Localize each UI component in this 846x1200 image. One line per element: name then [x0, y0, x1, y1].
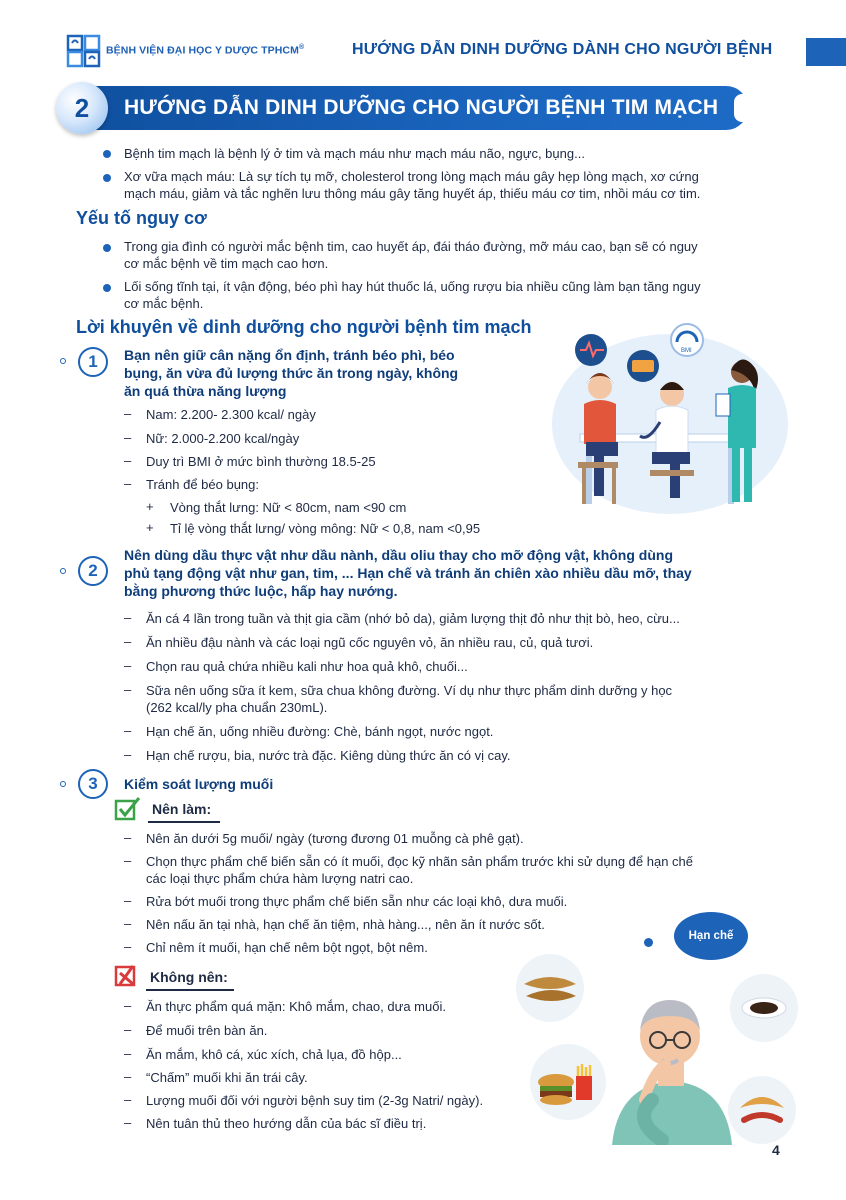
risk-line: Lối sống tĩnh tại, ít vận động, béo phì hay hút thuốc lá, uống rượu bia nhiều cũng làm bạn tăng nguy [124, 279, 701, 294]
do-item: Chọn thực phẩm chế biến sẵn có ít muối, đọc kỹ nhãn sản phẩm trước khi sử dụng để hạn chế [146, 854, 693, 869]
intro-line: mạch máu, giảm và tắc nghẽn lưu thông máu gây tăng huyết áp, thiếu máu cơ tim, nhồi máu cơ tim. [124, 186, 701, 201]
tip-item: (262 kcal/ly pha chuẩn 230mL). [146, 700, 328, 715]
tip-title-line: Nên dùng dầu thực vật như dầu nành, dầu oliu thay cho mỡ động vật, không dùng [124, 547, 673, 563]
dont-item: Để muối trên bàn ăn. [146, 1023, 268, 1038]
tip-title-line: bằng phương thức luộc, hấp hay nướng. [124, 583, 398, 599]
section-title: HƯỚNG DẪN DINH DƯỠNG CHO NGƯỜI BỆNH TIM MẠCH [124, 96, 719, 119]
tip-subitem: Vòng thắt lưng: Nữ < 80cm, nam <90 cm [170, 500, 407, 515]
header-accent-tab [806, 38, 846, 66]
bullet-icon [103, 244, 111, 252]
tip-item: Nữ: 2.000-2.200 kcal/ngày [146, 431, 300, 446]
tip-item: Hạn chế rượu, bia, nước trà đặc. Kiêng dùng thức ăn có vị cay. [146, 748, 511, 763]
tip-item: Hạn chế ăn, uống nhiều đường: Chè, bánh ngọt, nước ngọt. [146, 724, 494, 739]
tip-title: Kiểm soát lượng muối [124, 776, 274, 792]
bullet-icon [103, 284, 111, 292]
dont-item: Lượng muối đối với người bệnh suy tim (2-3g Natri/ ngày). [146, 1093, 484, 1108]
do-item: Nên nấu ăn tại nhà, hạn chế ăn tiệm, nhà hàng..., nên ăn ít nước sốt. [146, 917, 545, 932]
tip-item: Nam: 2.200- 2.300 kcal/ ngày [146, 407, 316, 422]
dont-item: “Chấm” muối khi ăn trái cây. [146, 1070, 308, 1085]
do-item: Rửa bớt muối trong thực phẩm chế biến sẵn như các loại khô, dưa muối. [146, 894, 568, 909]
risk-line: Trong gia đình có người mắc bệnh tim, cao huyết áp, đái tháo đường, mỡ máu cao, bạn sẽ có nguy [124, 239, 698, 254]
tip-title-line: Bạn nên giữ cân nặng ổn định, tránh béo phì, béo [124, 347, 455, 363]
thought-dot [644, 938, 653, 947]
risk-line: cơ mắc bệnh về tim mạch cao hơn. [124, 256, 329, 271]
bullet-icon [103, 150, 111, 158]
tip-subitem: Tỉ lệ vòng thắt lưng/ vòng mông: Nữ < 0,8, nam <0,95 [170, 521, 481, 536]
page-number: 4 [772, 1142, 780, 1158]
tip-title-line: bụng, ăn vừa đủ lượng thức ăn trong ngày, không [124, 365, 459, 381]
number-connector-dot [60, 781, 66, 787]
bmi-label: BMI [681, 348, 692, 354]
tip-item: Tránh để béo bụng: [146, 477, 259, 492]
dont-item: Ăn mắm, khô cá, xúc xích, chả lụa, đồ hộp... [146, 1047, 402, 1062]
checkbox-cross-icon [114, 962, 142, 988]
intro-line: Bệnh tim mạch là bệnh lý ở tim và mạch máu như mạch máu não, ngực, bụng... [124, 146, 585, 161]
do-item: các loại thực phẩm chứa hàm lượng natri cao. [146, 871, 414, 886]
tip-number-badge: 2 [78, 556, 108, 586]
checkbox-check-icon [114, 796, 142, 822]
banner-end-cap [734, 94, 748, 122]
do-label: Nên làm: [152, 801, 212, 817]
do-item: Nên ăn dưới 5g muối/ ngày (tương đương 01 muỗng cà phê gạt). [146, 831, 524, 846]
number-connector-dot [60, 358, 66, 364]
risk-line: cơ mắc bệnh. [124, 296, 204, 311]
do-label-underline [148, 821, 220, 823]
tip-item: Ăn nhiều đậu nành và các loại ngũ cốc nguyên vỏ, ăn nhiều rau, củ, quả tươi. [146, 635, 594, 650]
elderly-man-illustration [512, 950, 802, 1145]
intro-line: Xơ vữa mạch máu: Là sự tích tụ mỡ, cholesterol trong lòng mạch máu gây hẹp lòng mạch, xơ cứng [124, 169, 699, 184]
risk-heading: Yếu tố nguy cơ [76, 208, 207, 228]
do-item: Chỉ nêm ít muối, hạn chế nêm bột ngọt, bột nêm. [146, 940, 428, 955]
dont-item: Ăn thực phẩm quá mặn: Khô mắm, chao, dưa muối. [146, 999, 446, 1014]
tip-item: Chọn rau quả chứa nhiều kali như hoa quả khô, chuối... [146, 659, 468, 674]
hospital-logo-icon [66, 34, 102, 68]
tip-number-badge: 3 [78, 769, 108, 799]
bullet-icon [103, 174, 111, 182]
tip-title-line: phủ tạng động vật như gan, tim, ... Hạn chế và tránh ăn chiên xào nhiều dầu mỡ, thay [124, 565, 692, 581]
dont-item: Nên tuân thủ theo hướng dẫn của bác sĩ điều trị. [146, 1116, 427, 1131]
doctor-patient-illustration [520, 312, 790, 517]
tip-item: Sữa nên uống sữa ít kem, sữa chua không đường. Ví dụ như thực phẩm dinh dưỡng y học [146, 683, 673, 698]
advice-heading: Lời khuyên về dinh dưỡng cho người bệnh tim mạch [76, 317, 532, 337]
speech-bubble: Hạn chế [674, 912, 748, 960]
section-number-badge: 2 [56, 82, 108, 134]
number-connector-dot [60, 568, 66, 574]
tip-title-line: ăn quá thừa năng lượng [124, 383, 287, 399]
tip-item: Ăn cá 4 lần trong tuần và thịt gia cầm (nhớ bỏ da), giảm lượng thịt đỏ như thịt bò, heo, cừu... [146, 611, 680, 626]
tip-item: Duy trì BMI ở mức bình thường 18.5-25 [146, 454, 376, 469]
document-title: HƯỚNG DẪN DINH DƯỠNG DÀNH CHO NGƯỜI BỆNH [352, 41, 773, 58]
hospital-name: BỆNH VIỆN ĐẠI HỌC Y DƯỢC TPHCM® [106, 44, 305, 57]
dont-label-underline [146, 989, 234, 991]
dont-label: Không nên: [150, 969, 228, 985]
tip-number-badge: 1 [78, 347, 108, 377]
